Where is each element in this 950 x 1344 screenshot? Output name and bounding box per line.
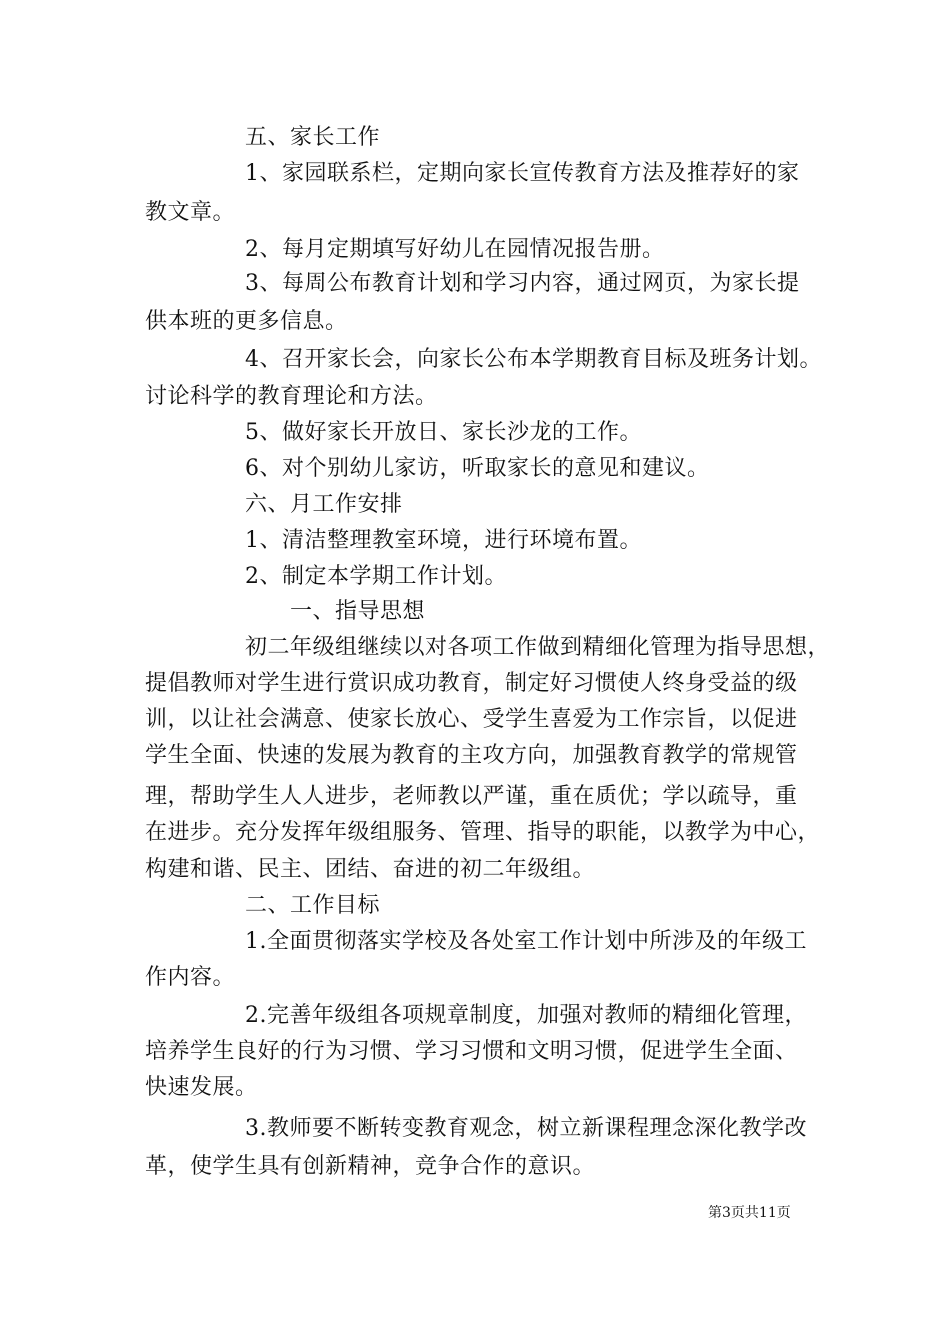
paragraph-line: 训，以让社会满意、使家长放心、受学生喜爱为工作宗旨，以促进: [145, 707, 798, 732]
paragraph-line: 理，帮助学生人人进步，老师教以严谨，重在质优；学以疏导，重: [145, 784, 798, 809]
paragraph-line: 1、家园联系栏，定期向家长宣传教育方法及推荐好的家: [245, 161, 800, 186]
paragraph-line: 快速发展。: [145, 1075, 258, 1100]
paragraph-line: 教文章。: [145, 200, 236, 225]
paragraph-line: 2、制定本学期工作计划。: [245, 564, 507, 589]
paragraph-line: 培养学生良好的行为习惯、学习习惯和文明习惯，促进学生全面、: [145, 1039, 798, 1064]
page-number-footer: 第3页共11页: [708, 1205, 791, 1221]
paragraph-line: 5、做好家长开放日、家长沙龙的工作。: [245, 420, 642, 445]
paragraph-line: 6、对个别幼儿家访，听取家长的意见和建议。: [245, 456, 710, 481]
paragraph-line: 提倡教师对学生进行赏识成功教育，制定好习惯使人终身受益的级: [145, 671, 798, 696]
heading-guiding-thought: 一、指导思想: [290, 599, 426, 624]
paragraph-line: 学生全面、快速的发展为教育的主攻方向，加强教育教学的常规管: [145, 743, 798, 768]
paragraph-line: 作内容。: [145, 965, 236, 990]
heading-parent-work: 五、家长工作: [245, 125, 381, 150]
paragraph-line: 3.教师要不断转变教育观念，树立新课程理念深化教学改: [245, 1116, 807, 1141]
paragraph-line: 革，使学生具有创新精神，竞争合作的意识。: [145, 1154, 596, 1179]
paragraph-line: 构建和谐、民主、团结、奋进的初二年级组。: [145, 857, 596, 882]
paragraph-line: 1、清洁整理教室环境，进行环境布置。: [245, 528, 642, 553]
paragraph-line: 讨论科学的教育理论和方法。: [145, 384, 438, 409]
paragraph-line: 4、召开家长会，向家长公布本学期教育目标及班务计划。: [245, 347, 822, 372]
paragraph-line: 供本班的更多信息。: [145, 309, 348, 334]
heading-monthly-schedule: 六、月工作安排: [245, 492, 403, 517]
paragraph-line: 1.全面贯彻落实学校及各处室工作计划中所涉及的年级工: [245, 929, 807, 954]
paragraph-line: 2、每月定期填写好幼儿在园情况报告册。: [245, 237, 665, 262]
paragraph-line: 2.完善年级组各项规章制度，加强对教师的精细化管理，: [245, 1003, 807, 1028]
heading-work-goals: 二、工作目标: [245, 893, 381, 918]
paragraph-line: 在进步。充分发挥年级组服务、管理、指导的职能，以教学为中心，: [145, 820, 821, 845]
paragraph-line: 3、每周公布教育计划和学习内容，通过网页，为家长提: [245, 271, 800, 296]
paragraph-line: 初二年级组继续以对各项工作做到精细化管理为指导思想，: [245, 635, 831, 660]
